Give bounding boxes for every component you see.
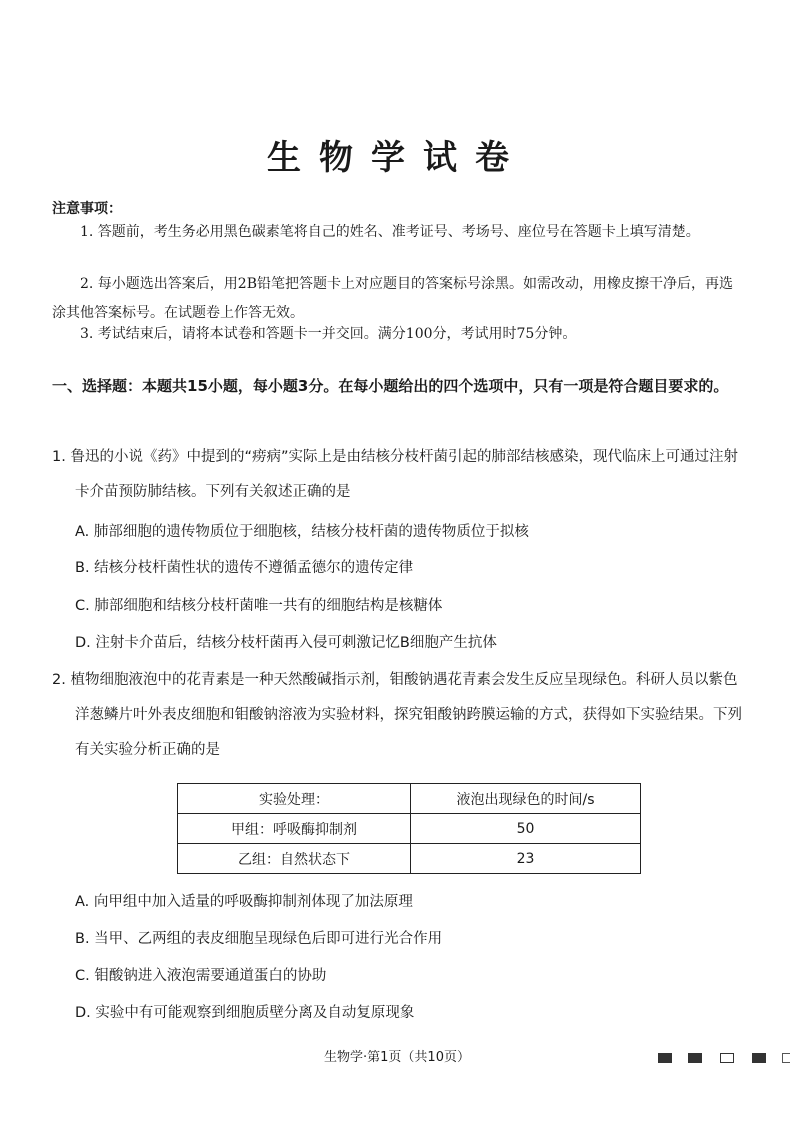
table-cell: 乙组：自然状态下 — [178, 844, 411, 874]
note-item-3: 3. 考试结束后，请将本试卷和答题卡一并交回。满分100分，考试用时75分钟。 — [80, 326, 577, 342]
scan-mark-filled — [688, 1053, 702, 1063]
question-2-option-c: C. 钼酸钠进入液泡需要通道蛋白的协助 — [75, 968, 327, 984]
question-2-option-d: D. 实验中有可能观察到细胞质壁分离及自动复原现象 — [75, 1005, 415, 1021]
table-header-row — [178, 784, 641, 814]
question-1-stem: 1. 鲁迅的小说《药》中提到的“痨病”实际上是由结核分枝杆菌引起的肺部结核感染，现代临床上可通过注射卡介苗预防肺结核。下列有关叙述正确的是 — [52, 449, 738, 500]
experiment-table — [177, 783, 641, 874]
question-1-option-b: B. 结核分枝杆菌性状的遗传不遵循孟德尔的遗传定律 — [75, 560, 414, 576]
table-cell: 23 — [411, 844, 641, 874]
question-1-option-a: A. 肺部细胞的遗传物质位于细胞核，结核分枝杆菌的遗传物质位于拟核 — [75, 524, 529, 540]
scan-mark-filled — [658, 1053, 672, 1063]
exam-title: 生物学试卷 — [267, 138, 527, 178]
table-cell: 50 — [411, 814, 641, 844]
question-2-option-b: B. 当甲、乙两组的表皮细胞呈现绿色后即可进行光合作用 — [75, 931, 443, 947]
scan-mark-filled — [752, 1053, 766, 1063]
page-footer: 生物学·第1页（共10页） — [324, 1050, 470, 1065]
scan-mark-edge — [782, 1053, 790, 1063]
section-heading: 一、选择题：本题共15小题，每小题3分。在每小题给出的四个选项中，只有一项是符合题目要求的。 — [52, 377, 729, 395]
note-item-1: 1. 答题前，考生务必用黑色碳素笔将自己的姓名、准考证号、考场号、座位号在答题卡上填写清楚。 — [80, 224, 700, 240]
scan-mark-open — [720, 1053, 734, 1063]
question-2-stem: 2. 植物细胞液泡中的花青素是一种天然酸碱指示剂，钼酸钠遇花青素会发生反应呈现绿色。科研人员以紫色洋葱鳞片叶外表皮细胞和钼酸钠溶液为实验材料，探究钼酸钠跨膜运输的方式，获得如下实验结果。下列有关实验分析正确的是 — [52, 672, 742, 758]
table-header-cell: 液泡出现绿色的时间/s — [411, 784, 641, 814]
table-row — [178, 844, 641, 874]
table-row — [178, 814, 641, 844]
notes-heading: 注意事项： — [52, 201, 122, 217]
question-1-option-c: C. 肺部细胞和结核分枝杆菌唯一共有的细胞结构是核糖体 — [75, 598, 443, 614]
table-cell: 甲组：呼吸酶抑制剂 — [178, 814, 411, 844]
question-1-option-d: D. 注射卡介苗后，结核分枝杆菌再入侵可刺激记忆B细胞产生抗体 — [75, 635, 497, 651]
question-2-option-a: A. 向甲组中加入适量的呼吸酶抑制剂体现了加法原理 — [75, 894, 413, 910]
note-item-2: 2. 每小题选出答案后，用2B铅笔把答题卡上对应题目的答案标号涂黑。如需改动，用橡皮擦干净后，再选涂其他答案标号。在试题卷上作答无效。 — [52, 276, 734, 321]
table-header-cell: 实验处理： — [178, 784, 411, 814]
